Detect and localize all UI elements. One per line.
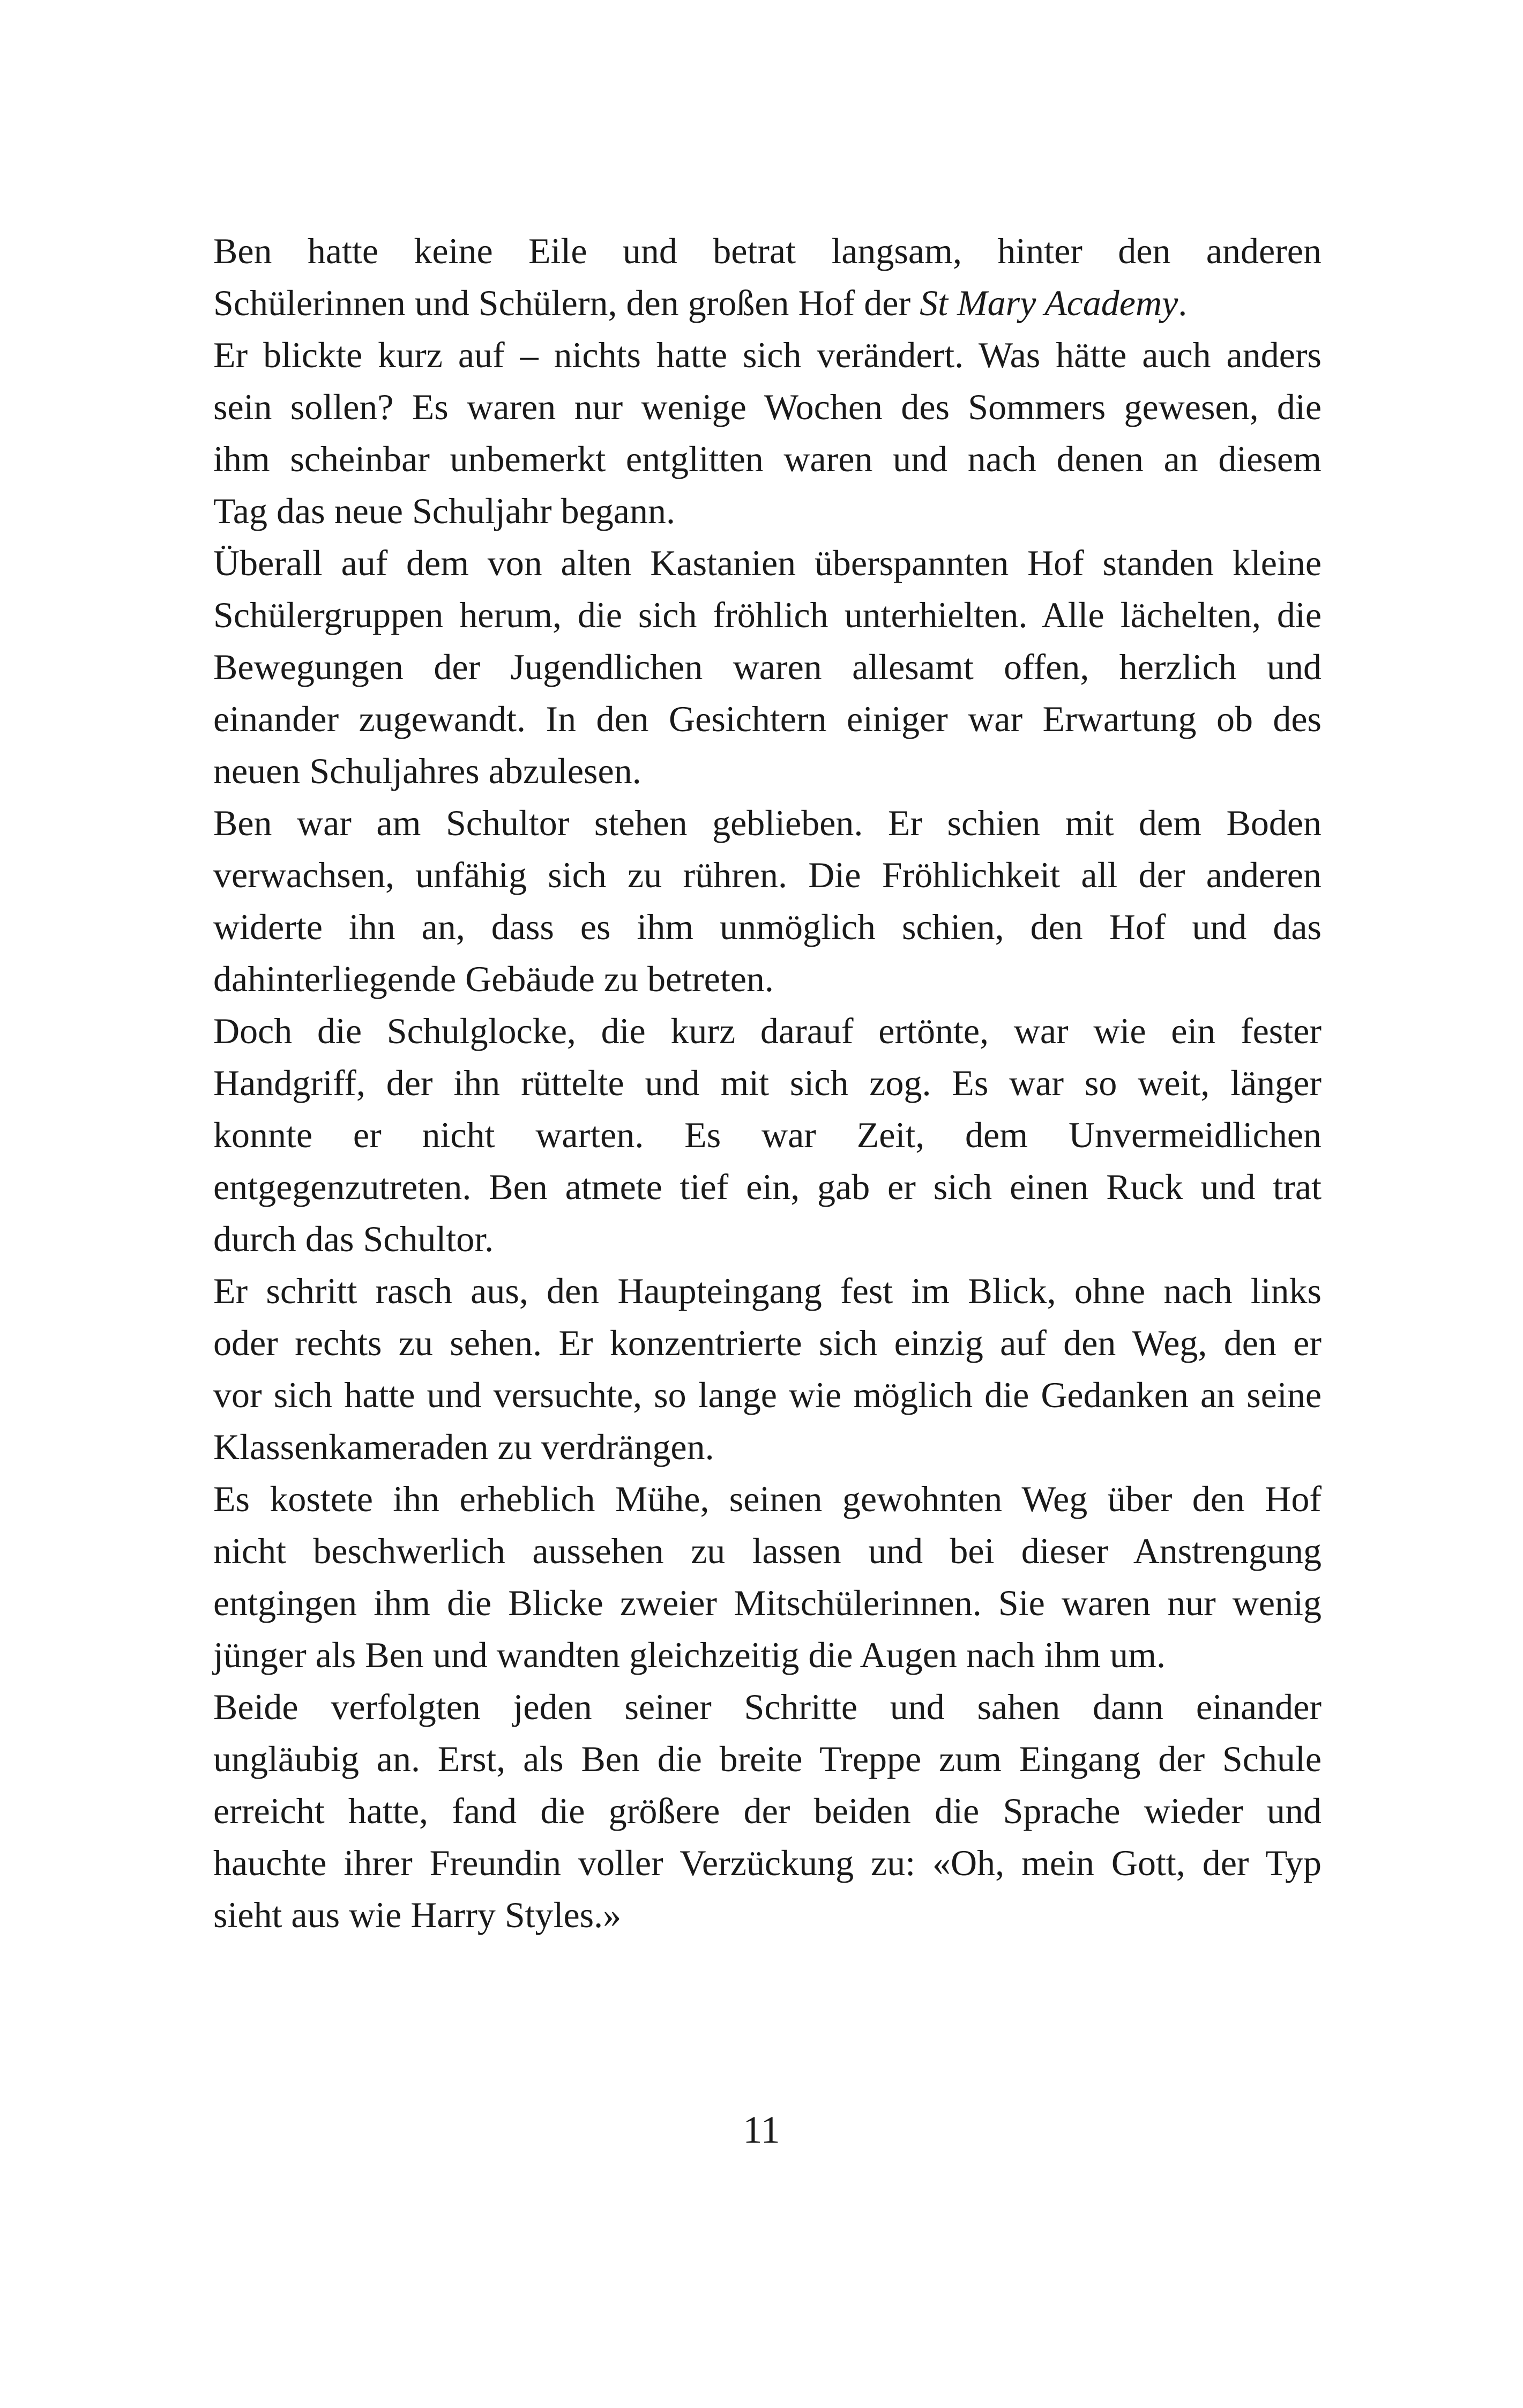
- text-line: durch das Schultor.: [213, 1218, 494, 1259]
- text-line: Bewegungen der Jugendlichen waren allesamt offen, herzlich und: [213, 646, 1322, 687]
- text-line: ungläubig an. Erst, als Ben die breite Treppe zum Eingang der Schule: [213, 1738, 1322, 1779]
- text-line: sein sollen? Es waren nur wenige Wochen des Sommers gewesen, die: [213, 387, 1322, 427]
- body-text: [213, 225, 1322, 1941]
- text-line: entgingen ihm die Blicke zweier Mitschülerinnen. Sie waren nur wenig: [213, 1582, 1322, 1623]
- text-line: [213, 277, 1322, 329]
- paragraph: [213, 1265, 1322, 1473]
- text-line-start: Schülerinnen und Schülern, den großen Hof der: [213, 283, 920, 323]
- text-line: Er blickte kurz auf – nichts hatte sich verändert. Was hätte auch anders: [213, 335, 1322, 375]
- text-line: Tag das neue Schuljahr begann.: [213, 490, 675, 531]
- text-line: Schülergruppen herum, die sich fröhlich unterhielten. Alle lächelten, die: [213, 594, 1322, 635]
- text-line: einander zugewandt. In den Gesichtern einiger war Erwartung ob des: [213, 698, 1322, 739]
- text-line: Doch die Schulglocke, die kurz darauf ertönte, war wie ein fester: [213, 1010, 1322, 1051]
- paragraph: [213, 225, 1322, 329]
- text-line: entgegenzutreten. Ben atmete tief ein, gab er sich einen Ruck und trat: [213, 1166, 1322, 1207]
- sentence-end: .: [1178, 283, 1188, 323]
- text-line: Klassenkameraden zu verdrängen.: [213, 1426, 714, 1467]
- paragraph: [213, 1681, 1322, 1941]
- school-name: St Mary Academy: [920, 283, 1178, 323]
- text-line: erreicht hatte, fand die größere der beiden die Sprache wieder und: [213, 1790, 1322, 1831]
- text-line: widerte ihn an, dass es ihm unmöglich schien, den Hof und das: [213, 906, 1322, 947]
- paragraph: [213, 1473, 1322, 1681]
- paragraph: [213, 537, 1322, 797]
- text-line: hauchte ihrer Freundin voller Verzückung zu: «Oh, mein Gott, der Typ: [213, 1842, 1322, 1883]
- text-line: verwachsen, unfähig sich zu rühren. Die Fröhlichkeit all der anderen: [213, 854, 1322, 895]
- paragraph: [213, 797, 1322, 1005]
- page-number: 11: [743, 2108, 780, 2151]
- text-line: oder rechts zu sehen. Er konzentrierte sich einzig auf den Weg, den er: [213, 1322, 1322, 1363]
- text-line: Ben war am Schultor stehen geblieben. Er schien mit dem Boden: [213, 802, 1322, 843]
- text-line: neuen Schuljahres abzulesen.: [213, 750, 641, 791]
- text-line: Es kostete ihn erheblich Mühe, seinen gewohnten Weg über den Hof: [213, 1478, 1322, 1519]
- text-line: sieht aus wie Harry Styles.»: [213, 1894, 622, 1935]
- text-line: nicht beschwerlich aussehen zu lassen und bei dieser Anstrengung: [213, 1530, 1322, 1571]
- paragraph: [213, 329, 1322, 537]
- text-line: jünger als Ben und wandten gleichzeitig die Augen nach ihm um.: [213, 1634, 1166, 1675]
- text-line: Überall auf dem von alten Kastanien überspannten Hof standen kleine: [213, 542, 1322, 583]
- text-line: dahinterliegende Gebäude zu betreten.: [213, 958, 774, 999]
- text-line: ihm scheinbar unbemerkt entglitten waren und nach denen an diesem: [213, 439, 1322, 479]
- text-line: Handgriff, der ihn rüttelte und mit sich zog. Es war so weit, länger: [213, 1062, 1322, 1103]
- text-line: Er schritt rasch aus, den Haupteingang fest im Blick, ohne nach links: [213, 1270, 1322, 1311]
- text-line: konnte er nicht warten. Es war Zeit, dem Unvermeidlichen: [213, 1114, 1322, 1155]
- paragraph: [213, 1005, 1322, 1265]
- text-line: Ben hatte keine Eile und betrat langsam, hinter den anderen: [213, 231, 1322, 271]
- text-line: Beide verfolgten jeden seiner Schritte und sahen dann einander: [213, 1686, 1322, 1727]
- text-line: vor sich hatte und versuchte, so lange wie möglich die Gedanken an seine: [213, 1374, 1322, 1415]
